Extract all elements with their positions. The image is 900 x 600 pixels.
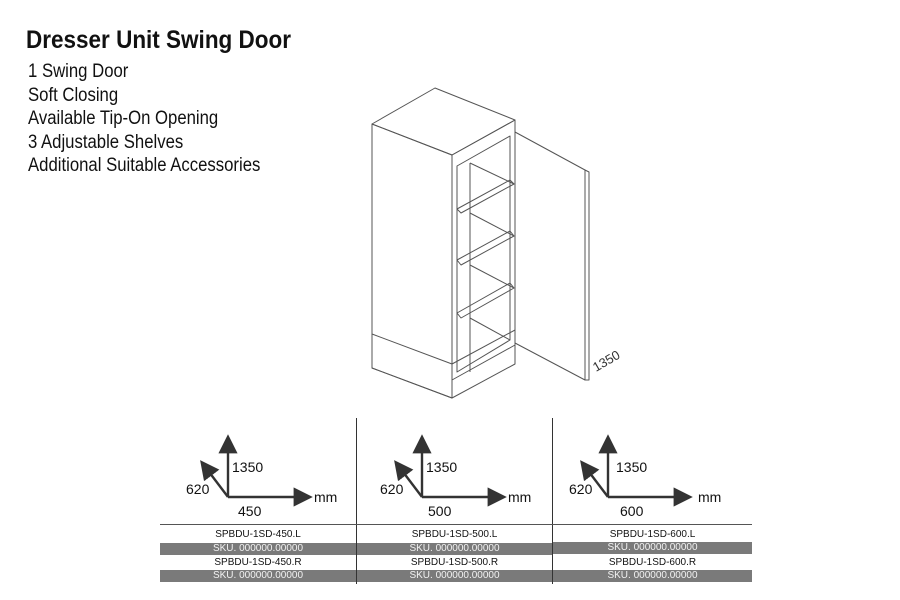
sku-right: SKU. 000000.00000	[160, 570, 356, 582]
sku-right: SKU. 000000.00000	[553, 570, 752, 582]
cabinet-drawing	[360, 80, 640, 400]
sku-left: SKU. 000000.00000	[160, 543, 356, 555]
feature-item: Additional Suitable Accessories	[28, 155, 261, 177]
sku-left: SKU. 000000.00000	[357, 543, 552, 555]
unit-label: mm	[314, 489, 338, 505]
feature-item: Soft Closing	[28, 84, 119, 106]
unit-label: mm	[698, 489, 722, 505]
product-code-right: SPBDU-1SD-600.R	[608, 557, 697, 568]
shelf	[457, 180, 514, 213]
feature-item: 3 Adjustable Shelves	[28, 131, 184, 153]
depth-value: 620	[380, 481, 404, 497]
dimension-panel	[160, 418, 752, 584]
depth-value: 620	[186, 481, 210, 497]
product-code-left: SPBDU-1SD-500.L	[411, 529, 498, 540]
cabinet-door-edge	[585, 170, 589, 380]
cabinet-plinth-front	[452, 330, 515, 398]
height-value: 1350	[616, 459, 648, 475]
shelf	[457, 231, 514, 265]
product-code-left: SPBDU-1SD-600.L	[609, 529, 696, 540]
shelf	[457, 283, 514, 318]
depth-value: 620	[569, 481, 593, 497]
feature-item: 1 Swing Door	[28, 61, 129, 82]
width-value: 500	[428, 503, 452, 519]
page-title: Dresser Unit Swing Door	[26, 26, 292, 54]
width-value: 600	[620, 503, 644, 519]
product-code-left: SPBDU-1SD-450.L	[215, 529, 301, 540]
feature-item: Available Tip-On Opening	[28, 108, 219, 130]
drawing-height-label: 1350	[590, 347, 623, 375]
table-rule	[160, 524, 752, 525]
sku-left: SKU. 000000.00000	[553, 542, 752, 554]
cabinet-door	[515, 132, 585, 380]
sku-right: SKU. 000000.00000	[357, 570, 552, 582]
cabinet-plinth	[372, 334, 452, 398]
width-value: 450	[238, 503, 262, 519]
height-value: 1350	[426, 459, 458, 475]
feature-list	[28, 60, 260, 178]
product-code-right: SPBDU-1SD-500.R	[410, 557, 499, 568]
unit-label: mm	[508, 489, 532, 505]
cabinet-left-side	[372, 124, 452, 398]
height-value: 1350	[232, 459, 264, 475]
product-code-right: SPBDU-1SD-450.R	[214, 557, 302, 568]
cabinet-front	[452, 120, 515, 380]
